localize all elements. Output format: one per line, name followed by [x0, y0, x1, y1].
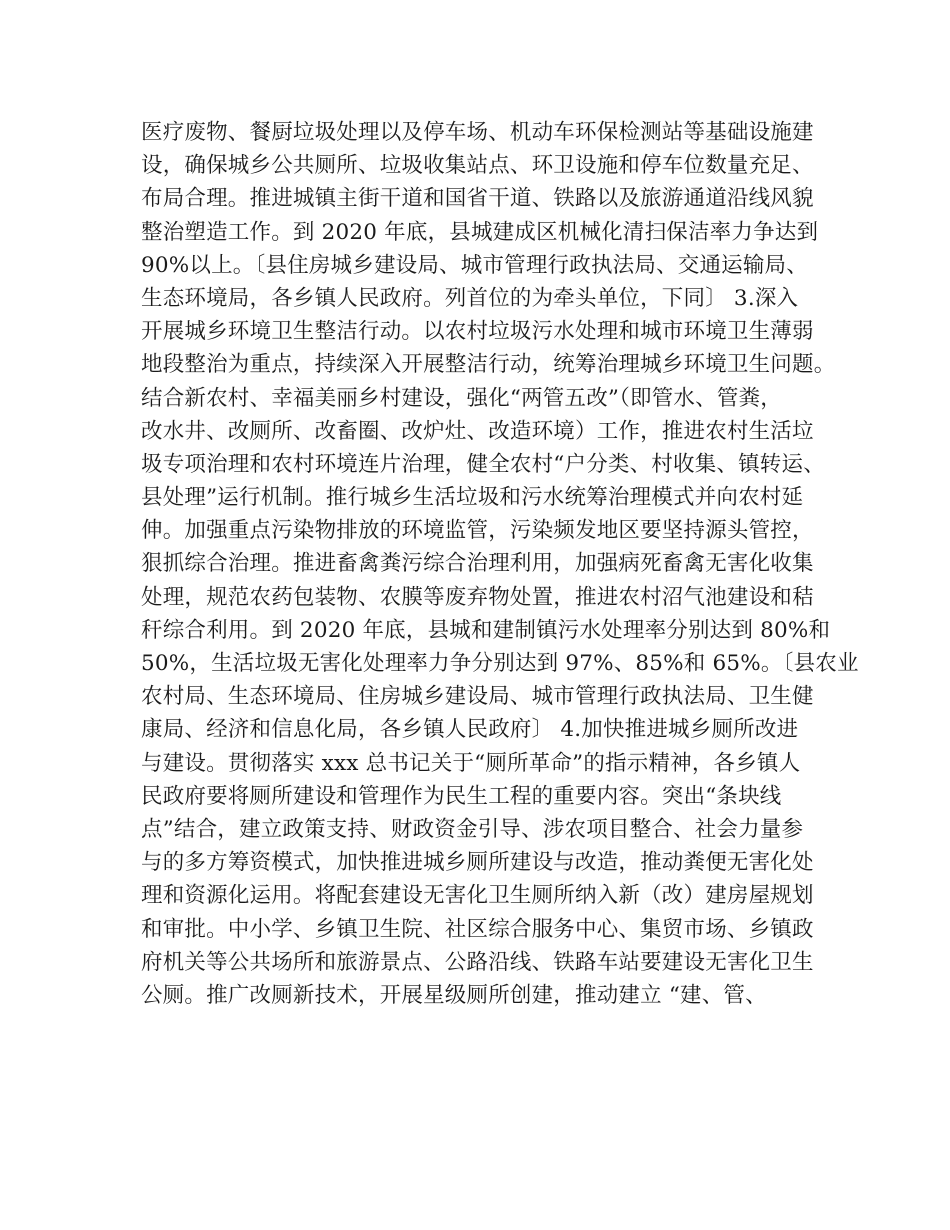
text-line: 整治塑造工作。到 2020 年底，县城建成区机械化清扫保洁率力争达到	[141, 219, 819, 245]
text-line: 开展城乡环境卫生整洁行动。以农村垃圾污水处理和城市环境卫生薄弱	[141, 319, 814, 345]
text-line: 县处理”运行机制。推行城乡生活垃圾和污水统筹治理模式并向农村延	[141, 485, 804, 511]
text-line: 50%，生活垃圾无害化处理率力争分别达到 97%、85%和 65%。〔县农业	[141, 651, 859, 676]
text-line: 狠抓综合治理。推进畜禽粪污综合治理利用，加强病死畜禽无害化收集	[141, 551, 814, 577]
text-line: 农村局、生态环境局、住房城乡建设局、城市管理行政执法局、卫生健	[141, 684, 814, 710]
text-line: 结合新农村、幸福美丽乡村建设，强化“两管五改”（即管水、管粪，	[141, 385, 782, 411]
text-line: 处理，规范农药包装物、农膜等废弃物处置，推进农村沼气池建设和秸	[141, 584, 814, 610]
text-line: 公厕。推广改厕新技术，开展星级厕所创建，推动建立 “建、管、	[141, 982, 767, 1008]
text-line: 设，确保城乡公共厕所、垃圾收集站点、环卫设施和停车位数量充足、	[141, 153, 814, 179]
text-line: 90%以上。〔县住房城乡建设局、城市管理行政执法局、交通运输局、	[141, 252, 808, 278]
text-line: 康局、经济和信息化局，各乡镇人民政府〕 4.加快推进城乡厕所改进	[141, 717, 799, 743]
text-line: 伸。加强重点污染物排放的环境监管，污染频发地区要坚持源头管控，	[141, 518, 814, 544]
text-line: 秆综合利用。到 2020 年底，县城和建制镇污水处理率分别达到 80%和	[141, 617, 831, 643]
text-line: 生态环境局，各乡镇人民政府。列首位的为牵头单位，下同〕 3.深入	[141, 285, 799, 311]
text-line: 和审批。中小学、乡镇卫生院、社区综合服务中心、集贸市场、乡镇政	[141, 916, 814, 942]
body-text	[141, 116, 859, 1012]
text-line: 与的多方筹资模式，加快推进城乡厕所建设与改造，推动粪便无害化处	[141, 850, 814, 876]
text-line: 与建设。贯彻落实 xxx 总书记关于“厕所革命”的指示精神，各乡镇人	[141, 750, 801, 776]
text-line: 医疗废物、餐厨垃圾处理以及停车场、机动车环保检测站等基础设施建	[141, 120, 814, 145]
text-line: 民政府要将厕所建设和管理作为民生工程的重要内容。突出“条块线	[141, 783, 782, 809]
text-line: 府机关等公共场所和旅游景点、公路沿线、铁路车站要建设无害化卫生	[141, 949, 814, 975]
text-line: 地段整治为重点，持续深入开展整洁行动，统筹治理城乡环境卫生问题。	[141, 352, 836, 378]
text-line: 理和资源化运用。将配套建设无害化卫生厕所纳入新（改）建房屋规划	[141, 883, 814, 909]
text-line: 圾专项治理和农村环境连片治理，健全农村“户分类、村收集、镇转运、	[141, 451, 825, 477]
text-line: 布局合理。推进城镇主街干道和国省干道、铁路以及旅游通道沿线风貌	[141, 186, 814, 212]
text-line: 改水井、改厕所、改畜圈、改炉灶、改造环境）工作，推进农村生活垃	[141, 418, 814, 444]
text-line: 点”结合，建立政策支持、财政资金引导、涉农项目整合、社会力量参	[141, 816, 804, 842]
